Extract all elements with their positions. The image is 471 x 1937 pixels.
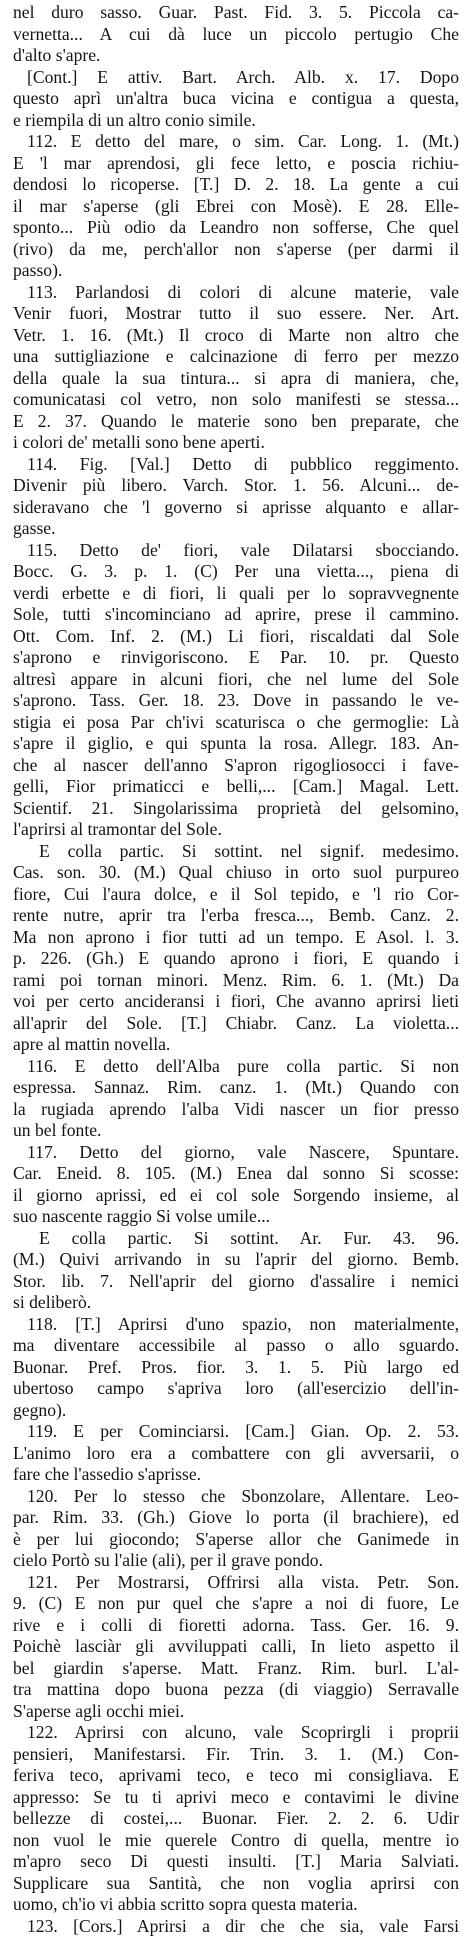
- text-line: s'apre il giglio, e qui spunta la rosa. Allegr. 183. An-: [13, 733, 459, 755]
- text-line: uomo, ch'io vi abbia scritto sopra questa materia.: [13, 1894, 459, 1916]
- text-line: cielo Portò su l'alie (ali), per il grave pondo.: [13, 1550, 459, 1572]
- text-line: la rugiada aprendo l'alba Vidi nascer un fior presso: [13, 1099, 459, 1121]
- text-line: altresì appare in alcuni fiori, che nel lume del Sole: [13, 669, 459, 691]
- text-line: bellezze di costei,... Buonar. Fier. 2. 2. 6. Udir: [13, 1808, 459, 1830]
- text-line: nel duro sasso. Guar. Past. Fid. 3. 5. Piccola ca-: [13, 2, 459, 24]
- text-line: p. 226. (Gh.) E quando aprono i fiori, E quando i: [13, 948, 459, 970]
- text-line: 9. (C) E non pur quel che s'apre a noi di fuore, Le: [13, 1593, 459, 1615]
- text-line: Ma non aprono i fior tutti ad un tempo. E Asol. l. 3.: [13, 927, 459, 949]
- text-line: rami poi tornan minori. Menz. Rim. 6. 1. (Mt.) Da: [13, 970, 459, 992]
- text-line: Buonar. Pref. Pros. fior. 3. 1. 5. Più largo ed: [13, 1357, 459, 1379]
- text-line: [Cont.] E attiv. Bart. Arch. Alb. x. 17. Dopo: [13, 67, 459, 89]
- text-line: passo).: [13, 260, 459, 282]
- text-line: tra mattina dopo buona pezza (di viaggio) Serravalle: [13, 1679, 459, 1701]
- text-line: (M.) Quivi arrivando in su l'aprir del giorno. Bemb.: [13, 1249, 459, 1271]
- text-line: espressa. Sannaz. Rim. canz. 1. (Mt.) Quando con: [13, 1077, 459, 1099]
- text-line: 114. Fig. [Val.] Detto di pubblico reggimento.: [13, 454, 459, 476]
- text-line: e riempila di un altro conio simile.: [13, 110, 459, 132]
- text-line: Car. Eneid. 8. 105. (M.) Enea dal sonno Si scosse:: [13, 1163, 459, 1185]
- text-line: Bocc. G. 3. p. 1. (C) Per una vietta..., piena di: [13, 561, 459, 583]
- text-line: Stor. lib. 7. Nell'aprir del giorno d'assalire i nemici: [13, 1271, 459, 1293]
- text-line: gasse.: [13, 518, 459, 540]
- text-line: sideravano che 'l governo si aprisse alquanto e allar-: [13, 497, 459, 519]
- text-line: verdi erbette e di fiori, li quali per lo sopravvegnente: [13, 583, 459, 605]
- text-line: 123. [Cors.] Aprirsi a dir che che sia, vale Farsi: [13, 1916, 459, 1937]
- text-line: (rivo) da me, perch'allor non s'aperse (per darmi il: [13, 239, 459, 261]
- text-line: una suttigliazione e calcinazione di ferro per mezzo: [13, 346, 459, 368]
- text-line: all'aprir del Sole. [T.] Chiabr. Canz. La violetta...: [13, 1013, 459, 1035]
- text-line: questo aprì un'altra buca vicina e contigua a questa,: [13, 88, 459, 110]
- text-line: ma diventare accessibile al passo o allo sguardo.: [13, 1335, 459, 1357]
- text-line: comunicatasi col vetro, non solo manifesti se stessa...: [13, 389, 459, 411]
- text-line: E 'l mar aprendosi, gli fece letto, e poscia richiu-: [13, 153, 459, 175]
- text-line: feriva teco, aprivami teco, e teco mi consigliava. E: [13, 1765, 459, 1787]
- text-line: della quale la sua tintura... si apra di maniera, che,: [13, 368, 459, 390]
- text-line: rive e i colli di fioretti adorna. Tass. Ger. 16. 9.: [13, 1615, 459, 1637]
- text-line: d'alto s'apre.: [13, 45, 459, 67]
- text-line: 119. E per Cominciarsi. [Cam.] Gian. Op. 2. 53.: [13, 1421, 459, 1443]
- text-line: par. Rim. 33. (Gh.) Giove lo porta (il brachiere), ed: [13, 1507, 459, 1529]
- text-line: L'animo loro era a combattere con gli avversarii, o: [13, 1443, 459, 1465]
- text-line: 115. Detto de' fiori, vale Dilatarsi sbocciando.: [13, 540, 459, 562]
- text-line: Venir fuori, Mostrar tutto il suo essere. Ner. Art.: [13, 303, 459, 325]
- text-line: s'aprono e rinvigoriscono. E Par. 10. pr. Questo: [13, 647, 459, 669]
- text-line: apre al mattin novella.: [13, 1034, 459, 1056]
- text-line: è per lui giocondo; S'aperse allor che Ganimede in: [13, 1529, 459, 1551]
- text-line: Poichè lasciàr gli avviluppati calli, In lieto aspetto il: [13, 1636, 459, 1658]
- text-line: 118. [T.] Aprirsi d'uno spazio, non materialmente,: [13, 1314, 459, 1336]
- text-line: E colla partic. Si sottint. nel signif. medesimo.: [13, 841, 459, 863]
- text-line: 116. E detto dell'Alba pure colla partic. Si non: [13, 1056, 459, 1078]
- text-line: Divenir più libero. Varch. Stor. 1. 56. Alcuni... de-: [13, 475, 459, 497]
- text-line: Vetr. 1. 16. (Mt.) Il croco di Marte non altro che: [13, 325, 459, 347]
- text-line: gelli, Fior primaticci e belli,... [Cam.] Magal. Lett.: [13, 776, 459, 798]
- text-line: S'aperse agli occhi miei.: [13, 1701, 459, 1723]
- text-line: un bel fonte.: [13, 1120, 459, 1142]
- text-line: appresso: Se tu ti aprivi meco e contavimi le divine: [13, 1787, 459, 1809]
- text-line: vernetta... A cui dà luce un piccolo pertugio Che: [13, 24, 459, 46]
- text-line: rente nutre, aprir tra l'erba fresca..., Bemb. Canz. 2.: [13, 905, 459, 927]
- text-line: pensieri, Manifestarsi. Fir. Trin. 3. 1. (M.) Con-: [13, 1744, 459, 1766]
- text-line: suo nascente raggio Si volse umile...: [13, 1206, 459, 1228]
- text-line: 113. Parlandosi di colori di alcune materie, vale: [13, 282, 459, 304]
- text-line: il giorno aprissi, ed ei col sole Sorgendo insieme, al: [13, 1185, 459, 1207]
- text-line: si deliberò.: [13, 1292, 459, 1314]
- text-line: Supplicare sua Santità, che non voglia aprirsi con: [13, 1873, 459, 1895]
- text-line: fare che l'assedio s'aprisse.: [13, 1464, 459, 1486]
- text-line: i colori de' metalli sono bene aperti.: [13, 432, 459, 454]
- text-line: Sole, tutti s'incominciano ad aprire, prese il cammino.: [13, 604, 459, 626]
- text-line: m'apro seco Di questi insulti. [T.] Maria Salviati.: [13, 1851, 459, 1873]
- text-line: Scientif. 21. Singolarissima proprietà del gelsomino,: [13, 798, 459, 820]
- text-line: Ott. Com. Inf. 2. (M.) Li fiori, riscaldati dal Sole: [13, 626, 459, 648]
- text-line: fiore, Cui l'aura dolce, e il Sol tepido, e 'l rio Cor-: [13, 884, 459, 906]
- text-line: il mar s'aperse (gli Ebrei con Mosè). E 28. Elle-: [13, 196, 459, 218]
- text-line: ubertoso campo s'apriva loro (all'esercizio dell'in-: [13, 1378, 459, 1400]
- text-line: Cas. son. 30. (M.) Qual chiuso in orto suol purpureo: [13, 862, 459, 884]
- text-line: E 2. 37. Quando le materie sono ben preparate, che: [13, 411, 459, 433]
- text-line: voi per certo ancideransi i fiori, Che avanno aprirsi lieti: [13, 991, 459, 1013]
- text-line: che al nascer dell'anno S'apron rigogliosocci i fave-: [13, 755, 459, 777]
- text-line: 122. Aprirsi con alcuno, vale Scoprirgli i proprii: [13, 1722, 459, 1744]
- text-line: 117. Detto del giorno, vale Nascere, Spuntare.: [13, 1142, 459, 1164]
- text-line: non vuol le mie querele Contro di quella, mentre io: [13, 1830, 459, 1852]
- text-line: l'aprirsi al tramontar del Sole.: [13, 819, 459, 841]
- text-line: 112. E detto del mare, o sim. Car. Long. 1. (Mt.): [13, 131, 459, 153]
- text-line: E colla partic. Si sottint. Ar. Fur. 43. 96.: [13, 1228, 459, 1250]
- text-line: s'aprono. Tass. Ger. 18. 23. Dove in passando le ve-: [13, 690, 459, 712]
- text-line: stigia ei posa Par ch'ivi scaturisca o che germoglie: Là: [13, 712, 459, 734]
- text-line: 120. Per lo stesso che Sbonzolare, Allentare. Leo-: [13, 1486, 459, 1508]
- text-line: bel giardin s'aperse. Matt. Franz. Rim. burl. L'al-: [13, 1658, 459, 1680]
- text-line: sponto... Più odio da Leandro non sofferse, Che quel: [13, 217, 459, 239]
- text-line: gegno).: [13, 1400, 459, 1422]
- text-line: dendosi lo ricoperse. [T.] D. 2. 18. La gente a cui: [13, 174, 459, 196]
- text-line: 121. Per Mostrarsi, Offrirsi alla vista. Petr. Son.: [13, 1572, 459, 1594]
